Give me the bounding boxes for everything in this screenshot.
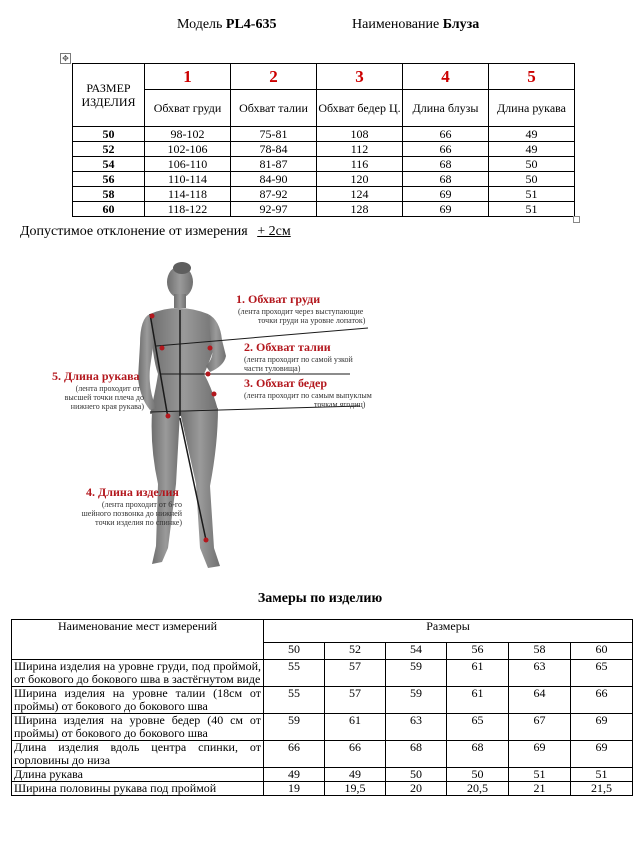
measurement-row	[12, 660, 633, 687]
size-value-cell: 102-106	[145, 142, 231, 157]
size-row	[73, 127, 575, 142]
size-value-cell: 81-87	[231, 157, 317, 172]
column-label: Обхват бедер Ц.	[317, 90, 403, 127]
size-value-cell: 66	[403, 127, 489, 142]
measurement-value: 57	[325, 687, 386, 714]
measurement-value: 63	[509, 660, 571, 687]
size-value-cell: 128	[317, 202, 403, 217]
size-column-header: 50	[264, 643, 325, 660]
callout-desc: (лента проходит от 6-го	[101, 500, 182, 509]
measurement-value: 69	[571, 714, 633, 741]
measurement-value: 19	[264, 782, 325, 796]
name-value: Блуза	[442, 17, 480, 32]
callout-chest	[236, 292, 365, 325]
callout-hips	[244, 376, 372, 409]
measurement-value: 66	[571, 687, 633, 714]
size-cell: 60	[73, 202, 145, 217]
measurement-value: 50	[447, 768, 509, 782]
callout-title: 4. Длина изделия	[86, 485, 179, 499]
measurement-value: 59	[264, 714, 325, 741]
measurement-rows	[12, 660, 633, 796]
size-value-cell: 66	[403, 142, 489, 157]
size-value-cell: 92-97	[231, 202, 317, 217]
size-header-cell	[73, 64, 145, 127]
size-value-cell: 124	[317, 187, 403, 202]
measurement-value: 20	[386, 782, 447, 796]
column-label: Длина блузы	[403, 90, 489, 127]
measurement-value: 51	[571, 768, 633, 782]
measurement-value: 19,5	[325, 782, 386, 796]
callout-desc: высшей точки плеча до	[64, 393, 144, 402]
measurement-row	[12, 768, 633, 782]
model-label: Модель	[177, 17, 223, 32]
measurement-value: 61	[447, 660, 509, 687]
size-cell: 56	[73, 172, 145, 187]
measurement-value: 51	[509, 768, 571, 782]
callout-title: 2. Обхват талии	[244, 340, 331, 354]
measurement-value: 69	[509, 741, 571, 768]
size-value-cell: 68	[403, 172, 489, 187]
size-cell: 50	[73, 127, 145, 142]
tolerance-value: + 2см	[257, 224, 291, 239]
measurement-value: 59	[386, 687, 447, 714]
measurement-label: Ширина половины рукава под проймой	[12, 782, 264, 796]
callout-desc: точки изделия по спинке)	[95, 518, 182, 527]
size-row	[73, 172, 575, 187]
size-header: РАЗМЕР ИЗДЕЛИЯ	[81, 81, 136, 109]
size-column-header: 54	[386, 643, 447, 660]
measurement-value: 68	[447, 741, 509, 768]
callout-desc: нижнего края рукава)	[70, 402, 144, 411]
size-value-cell: 98-102	[145, 127, 231, 142]
callout-garment-length	[76, 485, 182, 527]
size-column-header: 60	[571, 643, 633, 660]
measurement-value: 66	[325, 741, 386, 768]
measurements-title: Замеры по изделию	[257, 591, 383, 606]
measurement-value: 65	[571, 660, 633, 687]
measurement-value: 49	[325, 768, 386, 782]
measurement-value: 67	[509, 714, 571, 741]
size-cell: 54	[73, 157, 145, 172]
product-name-heading	[352, 17, 479, 33]
callout-desc: (лента проходит по самым выпуклым	[244, 391, 372, 400]
size-value-cell: 75-81	[231, 127, 317, 142]
measurement-label: Ширина изделия на уровне груди, под проймой, от бокового до бокового шва в застёгнутом виде	[12, 660, 264, 687]
measurement-row	[12, 741, 633, 768]
column-number: 1	[145, 64, 231, 90]
column-number: 5	[489, 64, 575, 90]
size-column-header: 58	[509, 643, 571, 660]
measurement-value: 61	[325, 714, 386, 741]
measurement-value: 21	[509, 782, 571, 796]
measurement-row	[12, 782, 633, 796]
size-value-cell: 120	[317, 172, 403, 187]
table-resize-handle[interactable]	[573, 216, 580, 223]
measurement-value: 68	[386, 741, 447, 768]
column-number: 2	[231, 64, 317, 90]
measurement-value: 65	[447, 714, 509, 741]
measurement-value: 55	[264, 660, 325, 687]
callout-waist	[244, 340, 353, 373]
size-rows	[73, 127, 575, 217]
callout-title: 5. Длина рукава	[52, 369, 140, 383]
size-row	[73, 157, 575, 172]
size-row	[73, 202, 575, 217]
measurement-label: Длина рукава	[12, 768, 264, 782]
measurement-label: Длина изделия вдоль центра спинки, от горловины до низа	[12, 741, 264, 768]
size-value-cell: 106-110	[145, 157, 231, 172]
callout-desc: (лента проходит по самой узкой	[244, 355, 353, 364]
callout-sleeve-length	[52, 369, 162, 411]
column-label: Обхват талии	[231, 90, 317, 127]
measurement-row	[12, 687, 633, 714]
size-value-cell: 112	[317, 142, 403, 157]
column-number: 3	[317, 64, 403, 90]
size-value-cell: 49	[489, 142, 575, 157]
callout-desc: точки груди на уровне лопаток)	[258, 316, 366, 325]
measurement-value: 59	[386, 660, 447, 687]
tolerance-note	[20, 224, 291, 240]
model-value: PL4-635	[225, 17, 277, 32]
callout-desc: точкам ягодиц)	[314, 400, 366, 409]
column-label: Длина рукава	[489, 90, 575, 127]
size-value-cell: 84-90	[231, 172, 317, 187]
model-heading	[177, 17, 276, 33]
size-value-cell: 116	[317, 157, 403, 172]
size-value-cell: 114-118	[145, 187, 231, 202]
callout-title: 3. Обхват бедер	[244, 376, 328, 390]
size-cell: 52	[73, 142, 145, 157]
callout-desc: (лента проходит от	[75, 384, 140, 393]
size-value-cell: 118-122	[145, 202, 231, 217]
callout-desc: (лента проходит через выступающие	[238, 307, 364, 316]
callout-desc: шейного позвонка до нижней	[81, 509, 182, 518]
tolerance-text: Допустимое отклонение от измерения	[20, 224, 248, 239]
measurement-value: 69	[571, 741, 633, 768]
size-value-cell: 51	[489, 202, 575, 217]
sizes-header: Размеры	[264, 620, 633, 643]
measurement-value: 20,5	[447, 782, 509, 796]
column-label: Обхват груди	[145, 90, 231, 127]
measurement-value: 49	[264, 768, 325, 782]
measure-col-header: Наименование мест измерений	[12, 620, 264, 660]
callout-desc: части туловища)	[244, 364, 301, 373]
measurement-label: Ширина изделия на уровне талии (18см от проймы) от бокового до бокового шва	[12, 687, 264, 714]
size-value-cell: 50	[489, 172, 575, 187]
measurement-value: 50	[386, 768, 447, 782]
size-row	[73, 187, 575, 202]
measurement-value: 57	[325, 660, 386, 687]
size-value-cell: 110-114	[145, 172, 231, 187]
size-value-cell: 69	[403, 187, 489, 202]
size-cell: 58	[73, 187, 145, 202]
size-value-cell: 50	[489, 157, 575, 172]
measurement-value: 21,5	[571, 782, 633, 796]
measurement-value: 66	[264, 741, 325, 768]
size-row	[73, 142, 575, 157]
size-column-header: 52	[325, 643, 386, 660]
size-value-cell: 51	[489, 187, 575, 202]
measurement-value: 61	[447, 687, 509, 714]
size-value-cell: 78-84	[231, 142, 317, 157]
size-value-cell: 87-92	[231, 187, 317, 202]
size-value-cell: 69	[403, 202, 489, 217]
column-number: 4	[403, 64, 489, 90]
callout-title: 1. Обхват груди	[236, 292, 321, 306]
measurement-value: 55	[264, 687, 325, 714]
measurement-label: Ширина изделия на уровне бедер (40 см от проймы) от бокового до бокового шва	[12, 714, 264, 741]
size-value-cell: 108	[317, 127, 403, 142]
size-column-header: 56	[447, 643, 509, 660]
size-value-cell: 49	[489, 127, 575, 142]
name-label: Наименование	[352, 17, 440, 32]
table-move-icon[interactable]: ✥	[60, 53, 71, 64]
size-value-cell: 68	[403, 157, 489, 172]
measurements-table	[11, 619, 633, 796]
measurement-value: 63	[386, 714, 447, 741]
measurement-row	[12, 714, 633, 741]
size-table	[72, 63, 575, 217]
measurement-value: 64	[509, 687, 571, 714]
